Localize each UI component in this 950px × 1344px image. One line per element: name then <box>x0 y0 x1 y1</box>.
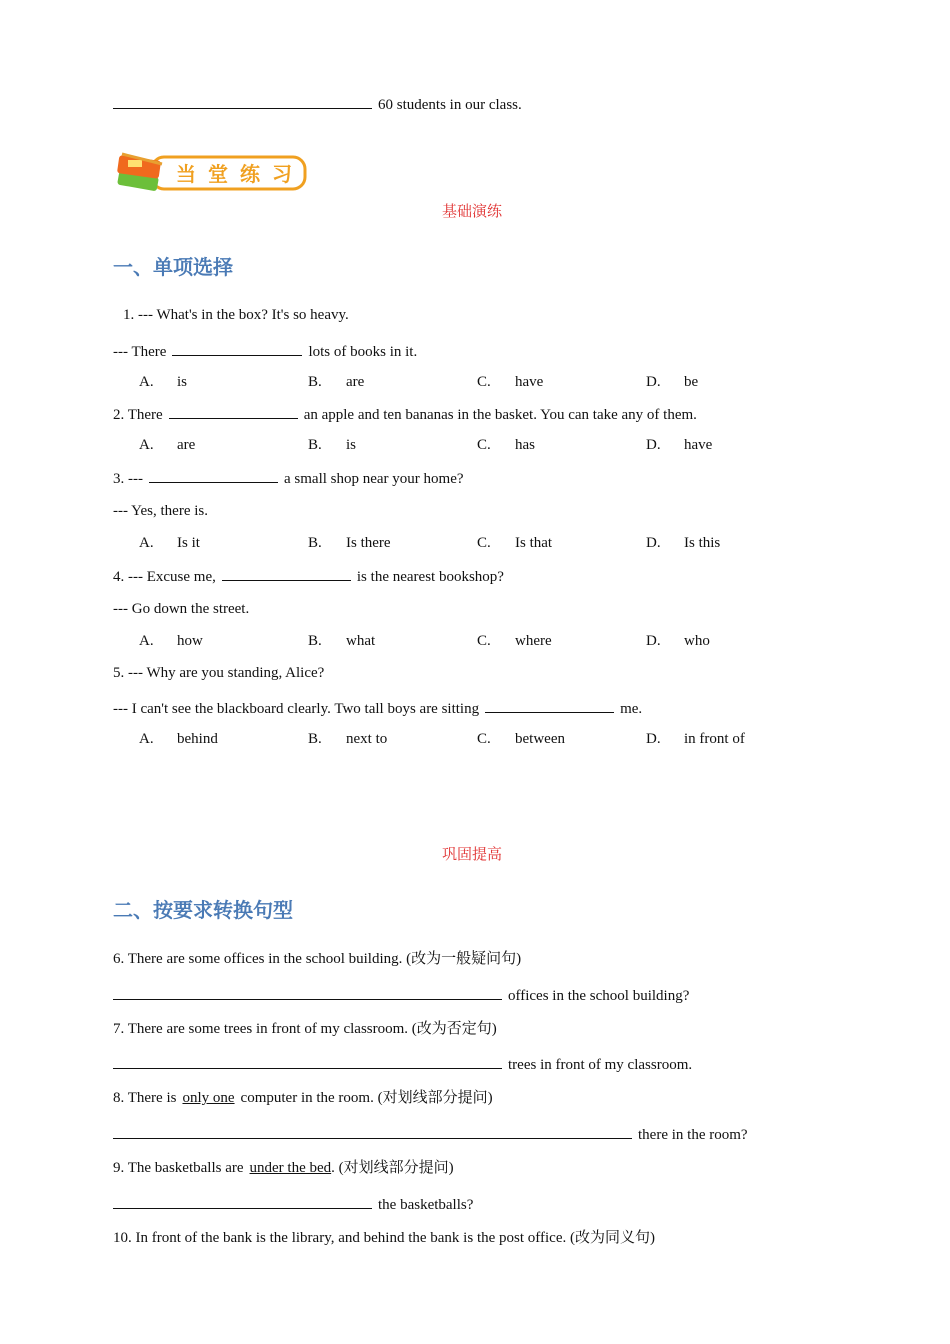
question-1: 1. --- What's in the box? It's so heavy. <box>123 307 349 323</box>
q1-pre: --- There <box>113 344 167 360</box>
option-b[interactable]: what <box>346 633 376 649</box>
option-letter: C. <box>477 535 491 551</box>
banner-title: 当堂练习 <box>176 162 304 186</box>
answer-blank[interactable] <box>172 340 302 356</box>
option-a[interactable]: is <box>177 374 188 390</box>
question-7: 7. There are some trees in front of my classroom. (改为否定句) <box>113 1021 497 1037</box>
option-letter: B. <box>308 374 322 390</box>
q1-post: lots of books in it. <box>308 344 418 360</box>
q9-post: . (对划线部分提问) <box>331 1160 454 1176</box>
option-a[interactable]: behind <box>177 731 218 747</box>
q8-post: computer in the room. (对划线部分提问) <box>240 1090 493 1106</box>
option-letter: D. <box>646 535 661 551</box>
answer-blank[interactable] <box>113 93 372 109</box>
q9-answer-text: the basketballs? <box>378 1197 474 1213</box>
option-d[interactable]: Is this <box>684 535 721 551</box>
question-8 <box>113 1088 493 1108</box>
option-a[interactable]: how <box>177 633 203 649</box>
option-b[interactable]: Is there <box>346 535 391 551</box>
question-6: 6. There are some offices in the school building. (改为一般疑问句) <box>113 951 522 967</box>
intro-text: 60 students in our class. <box>378 97 522 113</box>
q3-pre: 3. --- <box>113 471 143 487</box>
section-heading: 二、按要求转换句型 <box>113 898 293 922</box>
question-3 <box>113 467 464 489</box>
option-c[interactable]: Is that <box>515 535 553 551</box>
option-c[interactable]: have <box>515 374 544 390</box>
option-letter: D. <box>646 437 661 453</box>
answer-blank[interactable] <box>113 1193 372 1209</box>
q6-answer-text: offices in the school building? <box>508 988 690 1004</box>
answer-blank[interactable] <box>222 565 351 581</box>
option-b[interactable]: is <box>346 437 357 453</box>
option-d[interactable]: have <box>684 437 713 453</box>
option-d[interactable]: in front of <box>684 731 745 747</box>
question-10: 10. In front of the bank is the library, and behind the bank is the post office. (改为同义句) <box>113 1230 655 1246</box>
q4-answer-line: --- Go down the street. <box>113 601 250 617</box>
underlined-phrase: only one <box>182 1090 235 1106</box>
option-letter: A. <box>139 535 154 551</box>
option-letter: C. <box>477 437 491 453</box>
option-letter: C. <box>477 731 491 747</box>
section-subtitle: 基础演练 <box>442 204 503 220</box>
practice-banner-logo <box>114 150 308 198</box>
q3-post: a small shop near your home? <box>284 471 464 487</box>
option-letter: B. <box>308 731 322 747</box>
question-2 <box>113 403 697 425</box>
option-d[interactable]: who <box>684 633 710 649</box>
option-letter: B. <box>308 437 322 453</box>
option-c[interactable]: where <box>515 633 552 649</box>
option-b[interactable]: are <box>346 374 365 390</box>
question-9 <box>113 1158 454 1178</box>
option-letter: B. <box>308 633 322 649</box>
option-b[interactable]: next to <box>346 731 388 747</box>
q7-answer-text: trees in front of my classroom. <box>508 1057 693 1073</box>
answer-blank[interactable] <box>113 1123 632 1139</box>
q9-pre: 9. The basketballs are <box>113 1160 244 1176</box>
q3-answer-line: --- Yes, there is. <box>113 503 208 519</box>
option-letter: A. <box>139 374 154 390</box>
q2-post: an apple and ten bananas in the basket. You can take any of them. <box>303 407 697 423</box>
q5-post: me. <box>620 701 643 717</box>
option-d[interactable]: be <box>684 374 699 390</box>
answer-blank[interactable] <box>149 467 278 483</box>
option-letter: B. <box>308 535 322 551</box>
answer-blank[interactable] <box>113 1053 502 1069</box>
intro-line <box>113 93 522 115</box>
answer-blank[interactable] <box>485 697 614 713</box>
question-4 <box>113 565 504 587</box>
option-a[interactable]: are <box>177 437 196 453</box>
answer-blank[interactable] <box>169 403 298 419</box>
option-letter: D. <box>646 374 661 390</box>
option-c[interactable]: between <box>515 731 565 747</box>
option-letter: A. <box>139 633 154 649</box>
answer-blank[interactable] <box>113 984 502 1000</box>
option-letter: A. <box>139 437 154 453</box>
section-subtitle: 巩固提高 <box>442 847 503 863</box>
option-letter: A. <box>139 731 154 747</box>
option-letter: C. <box>477 633 491 649</box>
underlined-phrase: under the bed <box>249 1160 332 1176</box>
section-heading: 一、单项选择 <box>113 255 233 279</box>
option-letter: D. <box>646 633 661 649</box>
q5-pre: --- I can't see the blackboard clearly. Two tall boys are sitting <box>113 701 480 717</box>
option-letter: D. <box>646 731 661 747</box>
option-c[interactable]: has <box>515 437 535 453</box>
q4-pre: 4. --- Excuse me, <box>113 569 216 585</box>
q4-post: is the nearest bookshop? <box>356 569 504 585</box>
option-letter: C. <box>477 374 491 390</box>
q2-pre: 2. There <box>113 407 163 423</box>
q8-pre: 8. There is <box>113 1090 177 1106</box>
question-5: 5. --- Why are you standing, Alice? <box>113 665 325 681</box>
q8-answer-text: there in the room? <box>638 1127 748 1143</box>
option-a[interactable]: Is it <box>177 535 200 551</box>
